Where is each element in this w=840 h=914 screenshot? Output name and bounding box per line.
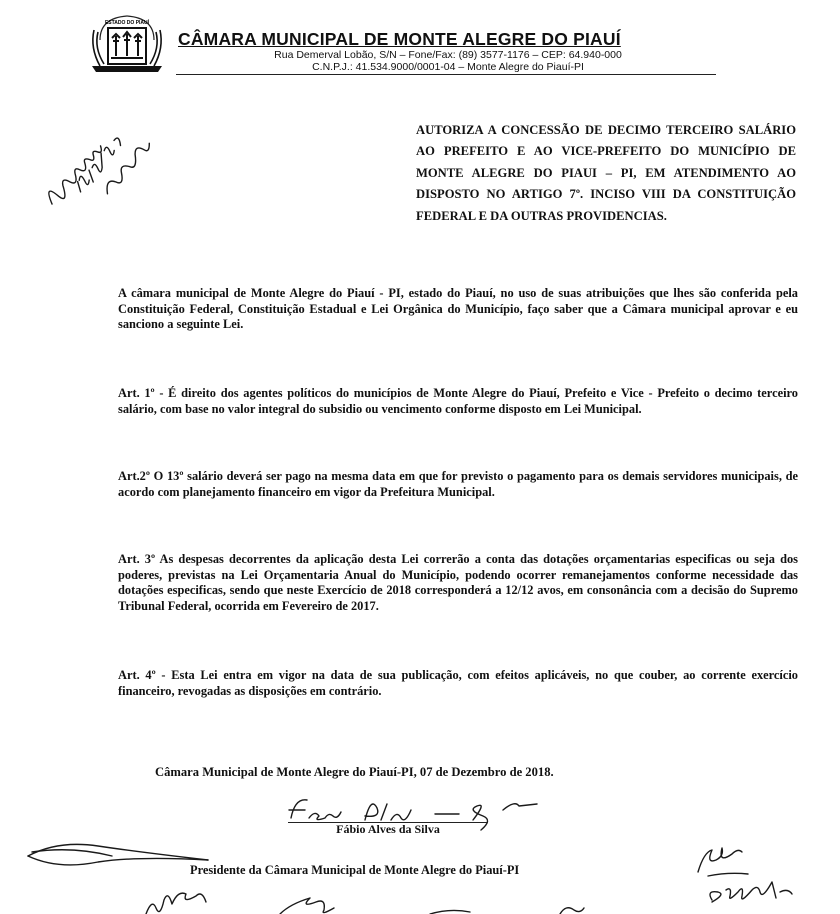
councillor-signatures-partial <box>140 890 660 914</box>
article-2: Art.2º O 13º salário deverá ser pago na mesma data em que for previsto o pagamento para os demais servidores municipais, de acordo com planejamento financeiro em vigor da Prefeitura Municipal. <box>118 469 798 499</box>
received-stamp-handwriting <box>20 86 190 210</box>
chamber-cnpj: C.N.P.J.: 41.534.9000/0001-04 – Monte Alegre do Piauí-PI <box>312 61 584 73</box>
chamber-address: Rua Demerval Lobão, S/N – Fone/Fax: (89) 3577-1176 – CEP: 64.940-000 <box>274 49 622 61</box>
councillor-rubrics <box>690 842 830 914</box>
municipal-seal-icon <box>86 10 168 74</box>
svg-text:ESTADO DO PIAUÍ: ESTADO DO PIAUÍ <box>104 20 150 26</box>
signer-name: Fábio Alves da Silva <box>336 822 440 836</box>
header-divider <box>176 74 716 75</box>
chamber-title: CÂMARA MUNICIPAL DE MONTE ALEGRE DO PIAUÍ <box>178 29 621 49</box>
closing-date-line: Câmara Municipal de Monte Alegre do Piauí-PI, 07 de Dezembro de 2018. <box>155 765 554 779</box>
svg-text:Recebido 12/12/2018: Recebido 12/12/2018 <box>20 86 29 87</box>
signer-role: Presidente da Câmara Municipal de Monte Alegre do Piauí-PI <box>190 863 520 877</box>
preamble-paragraph: A câmara municipal de Monte Alegre do Piauí - PI, estado do Piauí, no uso de suas atribuições que lhes são conferida pela Constituição Federal, Constituição Estadual e Lei Orgânica do Município, faço saber que a Câmara municipal aprovar e eu sanciono a seguinte Lei. <box>118 286 798 332</box>
article-4: Art. 4º - Esta Lei entra em vigor na data de sua publicação, com efeitos aplicáveis, no que couber, ao corrente exercício financeiro, revogadas as disposições em contrário. <box>118 668 798 698</box>
law-summary: AUTORIZA A CONCESSÃO DE DECIMO TERCEIRO SALÁRIO AO PREFEITO E AO VICE-PREFEITO DO MUNICÍPIO DE MONTE ALEGRE DO PIAUI – PI, EM ATENDIMENTO AO DISPOSTO NO ARTIGO 7º. INCISO VIII DA CONSTITUIÇÃO FEDERAL E DA OUTRAS PROVIDENCIAS. <box>416 123 796 223</box>
article-3: Art. 3º As despesas decorrentes da aplicação desta Lei correrão a conta das dotações orçamentarias especificas ou seja dos poderes, previstas na Lei Orçamentaria Anual do Município, podendo ocorrer remanejamentos conforme necessidade das dotações especificas, sendo que neste Exercício de 2018 corresponderá a 12/12 avos, em consonância com a decisão do Supremo Tribunal Federal, ocorrida em Fevereiro de 2017. <box>118 552 798 613</box>
article-1: Art. 1º - É direito dos agentes políticos do municípios de Monte Alegre do Piauí, Prefeito e Vice - Prefeito o decimo terceiro salário, com base no valor integral do subsidio ou vencimento conforme disposto em Lei Municipal. <box>118 386 798 416</box>
